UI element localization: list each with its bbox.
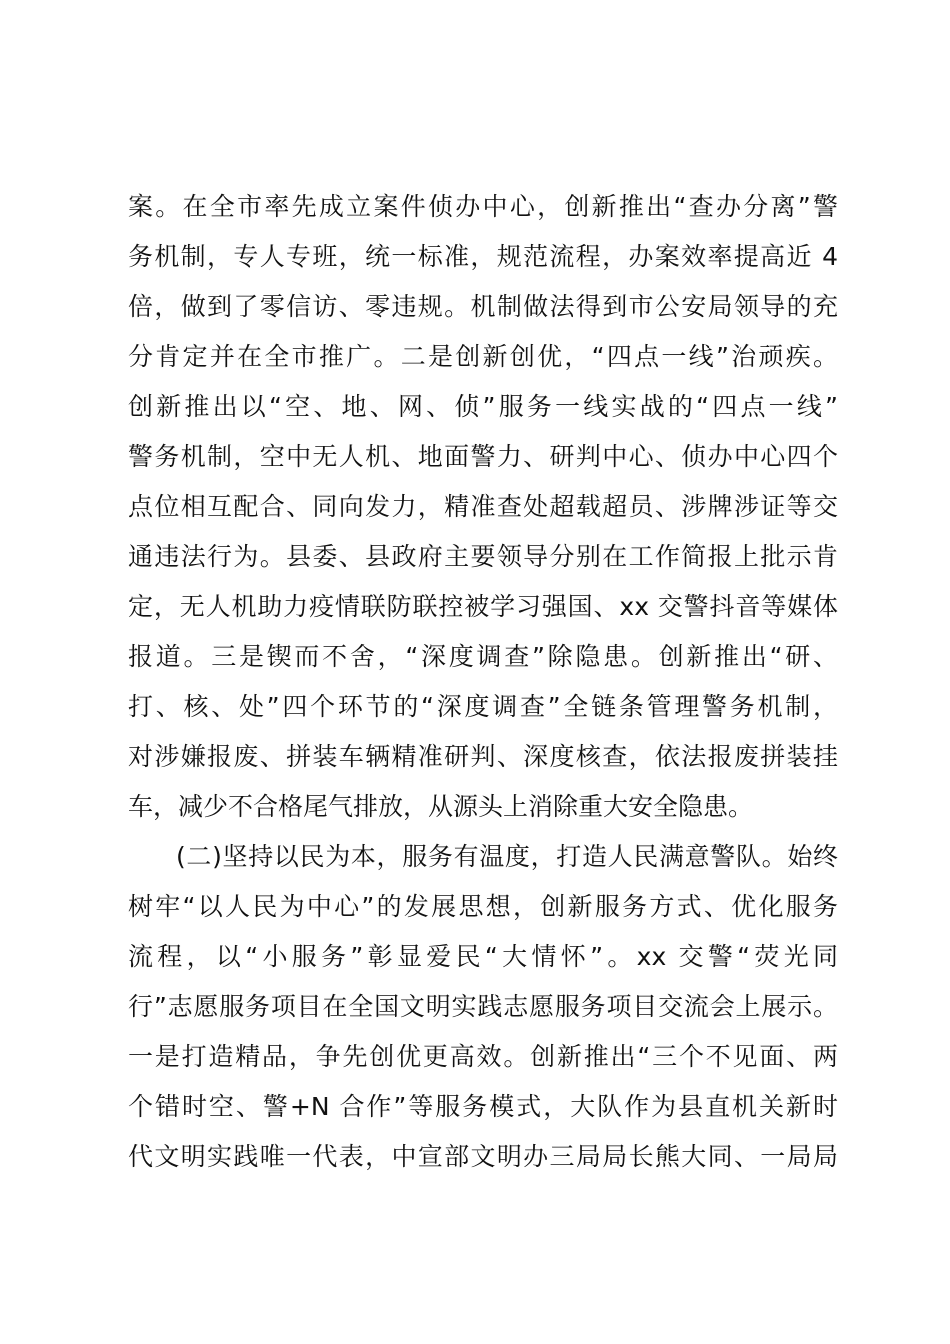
text-line: 分肯定并在全市推广。二是创新创优，“四点一线”治顽疾。 bbox=[128, 342, 838, 371]
text-line: 案。在全市率先成立案件侦办中心，创新推出“查办分离”警 bbox=[128, 192, 838, 221]
text-line: 对涉嫌报废、拼装车辆精准研判、深度核查，依法报废拼装挂 bbox=[128, 742, 838, 771]
text-line: 一是打造精品，争先创优更高效。创新推出“三个不见面、两 bbox=[128, 1042, 838, 1071]
text-line: 创新推出以“空、地、网、侦”服务一线实战的“四点一线” bbox=[128, 392, 838, 421]
text-line: 打、核、处”四个环节的“深度调查”全链条管理警务机制， bbox=[128, 692, 838, 721]
text-line: 流程，以“小服务”彰显爱民“大情怀”。xx 交警“荧光同 bbox=[128, 942, 838, 971]
text-line: 树牢“以人民为中心”的发展思想，创新服务方式、优化服务 bbox=[128, 892, 838, 921]
text-line: 定，无人机助力疫情联防联控被学习强国、xx 交警抖音等媒体 bbox=[128, 592, 838, 621]
text-line: 车，减少不合格尾气排放，从源头上消除重大安全隐患。 bbox=[128, 792, 754, 821]
section-heading-line: (二)坚持以民为本，服务有温度，打造人民满意警队。始终 bbox=[176, 842, 838, 871]
text-line: 报道。三是锲而不舍，“深度调查”除隐患。创新推出“研、 bbox=[128, 642, 838, 671]
text-line: 倍，做到了零信访、零违规。机制做法得到市公安局领导的充 bbox=[128, 292, 838, 321]
text-line: 警务机制，空中无人机、地面警力、研判中心、侦办中心四个 bbox=[128, 442, 838, 471]
text-line: 代文明实践唯一代表，中宣部文明办三局局长熊大同、一局局 bbox=[128, 1142, 838, 1171]
text-line: 个错时空、警+N 合作”等服务模式，大队作为县直机关新时 bbox=[128, 1092, 838, 1121]
body-text bbox=[128, 182, 838, 1182]
text-line: 务机制，专人专班，统一标准，规范流程，办案效率提高近 4 bbox=[128, 242, 838, 271]
text-line: 通违法行为。县委、县政府主要领导分别在工作简报上批示肯 bbox=[128, 542, 838, 571]
text-line: 点位相互配合、同向发力，精准查处超载超员、涉牌涉证等交 bbox=[128, 492, 838, 521]
text-line: 行”志愿服务项目在全国文明实践志愿服务项目交流会上展示。 bbox=[128, 992, 838, 1021]
